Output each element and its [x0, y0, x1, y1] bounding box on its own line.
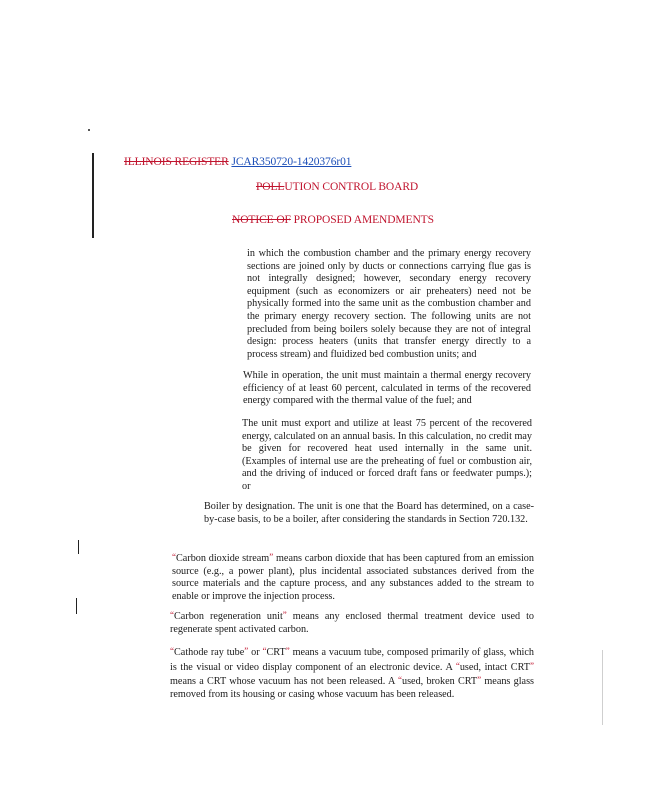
definition-term: used, broken CRT [402, 676, 478, 688]
change-bar [92, 153, 94, 238]
scan-speck [88, 129, 90, 131]
notice-title: PROPOSED AMENDMENTS [290, 214, 434, 226]
change-bar [78, 540, 79, 554]
board-header [256, 181, 418, 193]
definition-term: Carbon dioxide stream [176, 553, 270, 564]
paragraph-export: The unit must export and utilize at least 75 percent of the recovered energy, calculated on an annual basis. In this calculation, no credit may be given for recovered heat used internally in the same unit. (Examples of internal use are the preheating of fuel or combustion air, and the driving of induced or forced draft fans or feedwater pumps.); or [242, 418, 532, 492]
scan-edge [602, 650, 603, 725]
notice-header [232, 214, 434, 226]
board-title: UTION CONTROL BOARD [284, 181, 419, 193]
definition-carbon-regeneration-unit: “Carbon regeneration unit” means any enclosed thermal treatment device used to regenerate spent activated carbon. [170, 610, 535, 635]
definition-term: CRT [266, 647, 286, 658]
definition-term: used, intact CRT [459, 661, 530, 673]
definition-term: Cathode ray tube [174, 647, 245, 658]
paragraph-boiler-designation: Boiler by designation. The unit is one that the Board has determined, on a case-by-case basis, to be a boiler, after considering the standards in Section 720.132. [204, 501, 534, 525]
paragraph-integral-design: in which the combustion chamber and the primary energy recovery sections are joined only by ducts or connections carrying flue gas is not integrally designed; however, secondary energy recovery equipment (such as economizers or air preheaters) need not be physically formed into the same unit as the combustion chamber and the primary energy recovery section. The following units are not precluded from being boilers solely because they are not of integral design: process heaters (units that transfer energy directly to a process stream) and fluidized bed combustion units; and [247, 248, 531, 360]
paragraph-efficiency: While in operation, the unit must maintain a thermal energy recovery efficiency of at least 60 percent, calculated in terms of the recovered energy compared with the thermal value of the fuel; and [243, 370, 531, 407]
register-id: JCAR350720-1420376r01 [231, 156, 352, 168]
definition-term: Carbon regeneration unit [174, 611, 283, 622]
register-struck-text: ILLINOIS REGISTER [124, 156, 229, 168]
definition-cathode-ray-tube: “Cathode ray tube” or “CRT” means a vacuum tube, composed primarily of glass, which is the visual or video display component of an electronic device. A “used, intact CRT” means a CRT whose vacuum has not been released. A “used, broken CRT” means glass removed from its housing or casing whose vacuum has been released. [170, 646, 534, 700]
change-bar [76, 598, 77, 614]
notice-struck-text: NOTICE OF [232, 214, 291, 226]
board-struck-text: POLL [256, 181, 285, 193]
register-header [124, 156, 351, 168]
definition-carbon-dioxide-stream: “Carbon dioxide stream” means carbon dioxide that has been captured from an emission source (e.g., a power plant), plus incidental associated substances derived from the source materials and the capture process, and any substances added to the stream to enable or improve the injection process. [172, 552, 534, 602]
